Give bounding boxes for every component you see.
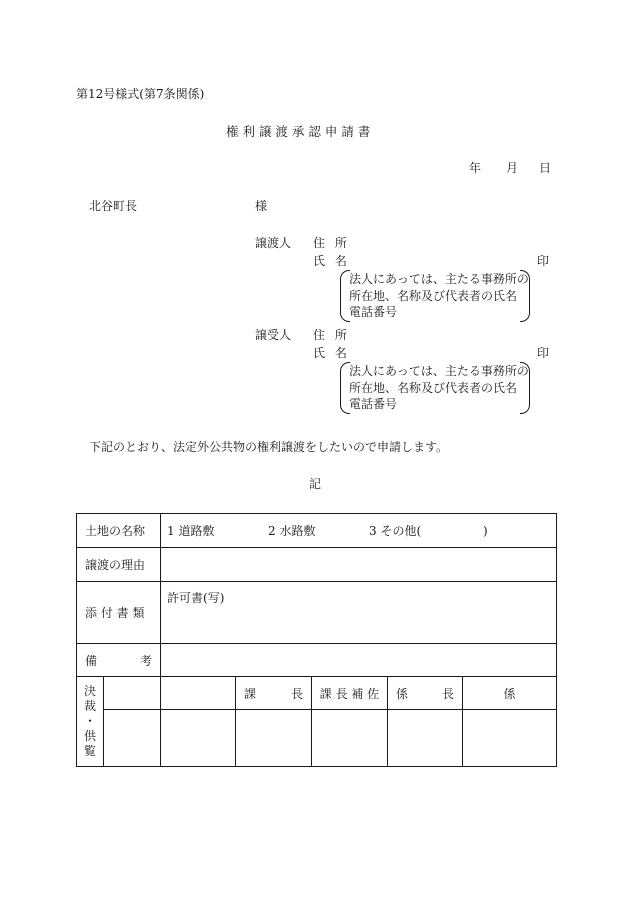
table-row [77, 548, 557, 582]
table-row [77, 514, 557, 548]
approval-stamp-cell[interactable] [161, 710, 236, 767]
assignee-note-line: 所在地、名称及び代表者の氏名 [349, 380, 518, 395]
document-title: 権 利 譲 渡 承 認 申 請 書 [226, 124, 371, 139]
approval-header-blank-1 [104, 677, 161, 710]
attachments-value-cell[interactable] [161, 582, 557, 644]
assignor-seal-mark: 印 [537, 254, 550, 268]
remarks-input-cell[interactable] [161, 644, 557, 677]
header-staff: 係 [463, 677, 557, 710]
date-month-label: 月 [506, 161, 519, 175]
land-name-label-cell [77, 514, 161, 548]
attachments-label-cell [77, 582, 161, 644]
assignor-note-line: 所在地、名称及び代表者の氏名 [349, 288, 518, 303]
reason-input-cell[interactable] [161, 548, 557, 582]
header-section-chief: 課 長 [236, 677, 312, 710]
addressee-name: 北谷町長 [89, 199, 138, 213]
attachments-value: 許可書(写) [167, 591, 225, 605]
land-option-other-close: ) [483, 524, 488, 538]
reason-label-cell [77, 548, 161, 582]
assignor-role: 譲渡人 [255, 236, 292, 250]
body-text: 下記のとおり、法定外公共物の権利譲渡をしたいので申請します。 [89, 440, 449, 454]
assignor-address-label: 住 所 [313, 236, 347, 250]
table-row [77, 644, 557, 677]
land-option-road[interactable]: 1 道路敷 [167, 524, 215, 538]
assignee-note-line: 法人にあっては、主たる事務所の [349, 364, 529, 378]
header-deputy-chief: 課 長 補 佐 [312, 677, 388, 710]
assignor-note-line: 電話番号 [349, 305, 398, 319]
assignor-name-label: 氏 名 [313, 254, 347, 268]
date-day-label: 日 [539, 161, 552, 175]
date-year-label: 年 [469, 161, 482, 175]
approval-stamp-cell[interactable] [236, 710, 312, 767]
ki-label: 記 [309, 477, 322, 491]
assignee-note-line: 電話番号 [349, 397, 398, 411]
assignor-note-line: 法人にあっては、主たる事務所の [349, 272, 529, 286]
approval-header-blank-2 [161, 677, 236, 710]
remarks-label: 備 考 [85, 653, 153, 668]
land-options-cell[interactable] [161, 514, 557, 548]
table-row [77, 677, 557, 710]
assignee-name-label: 氏 名 [313, 346, 347, 360]
attachments-label: 添 付 書 類 [85, 606, 145, 620]
assignee-role: 譲受人 [255, 328, 292, 342]
land-option-other[interactable]: 3 その他( [369, 524, 422, 538]
addressee-honorific: 様 [255, 199, 268, 213]
approval-stamp-cell[interactable] [312, 710, 388, 767]
form-number: 第12号様式(第7条関係) [76, 87, 205, 101]
land-name-label: 土地の名称 [85, 524, 146, 538]
approval-label-cell: 決 裁 ・ 供 覧 [77, 677, 104, 767]
land-option-waterway[interactable]: 2 水路敷 [268, 524, 316, 538]
assignee-note-bracket [340, 362, 530, 414]
table-row [77, 582, 557, 644]
approval-stamp-cell[interactable] [388, 710, 463, 767]
remarks-label-cell [77, 644, 161, 677]
assignee-seal-mark: 印 [537, 346, 550, 360]
reason-label: 譲渡の理由 [85, 558, 146, 572]
header-unit-chief: 係 長 [388, 677, 463, 710]
approval-stamp-cell[interactable] [104, 710, 161, 767]
application-table [76, 513, 557, 767]
assignor-note-bracket [340, 270, 530, 322]
approval-stamp-cell[interactable] [463, 710, 557, 767]
table-row [77, 710, 557, 767]
assignee-address-label: 住 所 [313, 328, 347, 342]
